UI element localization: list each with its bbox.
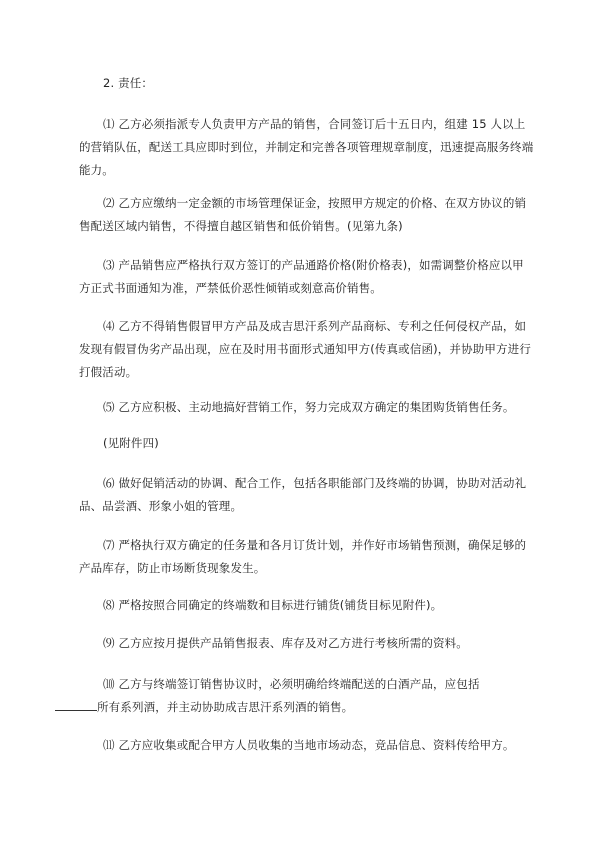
paragraph-6: ⑹ 做好促销活动的协调、配合工作，包括各职能部门及终端的协调，协助对活动礼品、品尝酒、形象小姐的管理。 [79, 476, 527, 513]
paragraph-11: ⑾ 乙方应收集或配合甲方人员收集的当地市场动态，竞品信息、资料传给甲方。 [103, 738, 515, 752]
paragraph-1: ⑴ 乙方必须指派专人负责甲方产品的销售，合同签订后十五日内，组建 15 人以上的营销队伍，配送工具应即时到位，并制定和完善各项管理规章制度，迅速提高服务终端能力。 [79, 117, 534, 177]
section-heading: 2. 责任： [103, 76, 154, 90]
paragraph-5-note: (见附件四) [103, 436, 159, 450]
paragraph-10 [79, 673, 534, 719]
fill-in-blank[interactable] [55, 698, 97, 711]
paragraph-8: ⑻ 严格按照合同确定的终端数和目标进行铺货(铺货目标见附件)。 [103, 598, 443, 612]
paragraph-7: ⑺ 严格执行双方确定的任务量和各月订货计划，并作好市场销售预测，确保足够的产品库存，防止市场断货现象发生。 [79, 538, 527, 575]
paragraph-10-part-2: 所有系列酒，并主动协助成吉思汗系列酒的销售。 [97, 700, 354, 714]
paragraph-10-part-1: ⑽ 乙方与终端签订销售协议时，必须明确给终端配送的白酒产品，应包括 [103, 677, 480, 691]
paragraph-2: ⑵ 乙方应缴纳一定金额的市场管理保证金，按照甲方规定的价格、在双方协议的销售配送区域内销售，不得擅自越区销售和低价销售。(见第九条) [79, 196, 527, 233]
paragraph-5: ⑸ 乙方应积极、主动地搞好营销工作，努力完成双方确定的集团购货销售任务。 [103, 400, 515, 414]
paragraph-3: ⑶ 产品销售应严格执行双方签订的产品通路价格(附价格表)，如需调整价格应以甲方正式书面通知为准，严禁低价恶性倾销或刻意高价销售。 [79, 258, 524, 295]
paragraph-9: ⑼ 乙方应按月提供产品销售报表、库存及对乙方进行考核所需的资料。 [103, 636, 468, 650]
paragraph-4: ⑷ 乙方不得销售假冒甲方产品及成吉思汗系列产品商标、专利之任何侵权产品，如发现有假冒伪劣产品出现，应在及时用书面形式通知甲方(传真或信函)，并协助甲方进行打假活动。 [79, 319, 531, 379]
